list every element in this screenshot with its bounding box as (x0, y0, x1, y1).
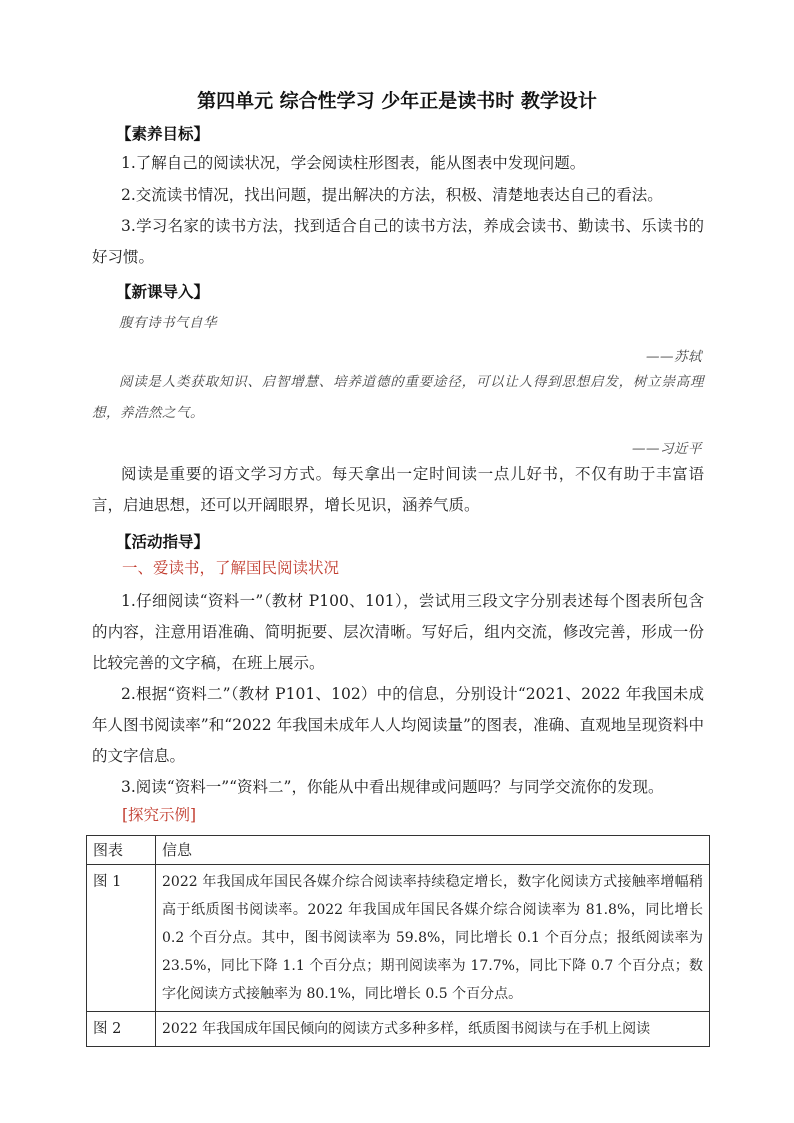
table-row (87, 1012, 710, 1047)
goal-item-1: 1.了解自己的阅读状况，学会阅读柱形图表，能从图表中发现问题。 (121, 154, 586, 172)
page-title: 第四单元 综合性学习 少年正是读书时 教学设计 (197, 90, 597, 112)
example-label: [探究示例] (122, 806, 197, 824)
activity-item-2: 2.根据“资料二”（教材 P101、102）中的信息，分别设计“2021、2022 年我国未成年人图书阅读率”和“2022 年我国未成年人人均阅读量”的图表，准确、直观地呈现资料中的文字信息。 (92, 685, 704, 765)
table-cell-text: 2022 年我国成年国民各媒介综合阅读率持续稳定增长，数字化阅读方式接触率增幅稍高于纸质图书阅读率。2022 年我国成年国民各媒介综合阅读率为 81.8%，同比增长 0.2 个百分点。其中，图书阅读率为 59.8%，同比增长 0.1 个百分点；报纸阅读率为 23.5%，同比下降 1.1 个百分点；期刊阅读率为 17.7%，同比下降 0.7 个百分点；数字化阅读方式接触率为 80.1%，同比增长 0.5 个百分点。 (156, 865, 710, 1012)
intro-heading: 【新课导入】 (116, 283, 210, 301)
table-cell-text: 2022 年我国成年国民倾向的阅读方式多种多样，纸质图书阅读与在手机上阅读 (156, 1012, 710, 1047)
table-header-row (87, 836, 710, 865)
activity-item-1: 1.仔细阅读“资料一”（教材 P100、101），尝试用三段文字分别表述每个图表所包含的内容，注意用语准确、简明扼要、层次清晰。写好后，组内交流，修改完善，形成一份比较完善的文字稿，在班上展示。 (92, 592, 704, 672)
goal-item-2: 2.交流读书情况，找出问题，提出解决的方法，积极、清楚地表达自己的看法。 (121, 186, 663, 204)
intro-text: 阅读是重要的语文学习方式。每天拿出一定时间读一点儿好书，不仅有助于丰富语言，启迪思想，还可以开阔眼界，增长见识，涵养气质。 (92, 465, 704, 514)
table-header-chart: 图表 (87, 836, 156, 865)
intro-quote-2: 阅读是人类获取知识、启智增慧、培养道德的重要途径，可以让人得到思想启发，树立崇高理想，养浩然之气。 (92, 374, 704, 421)
intro-quote-1: 腹有诗书气自华 (119, 315, 217, 331)
table-row (87, 865, 710, 1012)
table-header-info: 信息 (156, 836, 710, 865)
activity-item-3: 3.阅读“资料一”“资料二”，你能从中看出规律或问题吗？与同学交流你的发现。 (121, 778, 664, 796)
info-table (86, 835, 710, 1047)
table-cell-label: 图 2 (87, 1012, 156, 1047)
activity-heading: 【活动指导】 (116, 533, 210, 551)
activity-subheading: 一、爱读书，了解国民阅读状况 (122, 559, 340, 577)
goal-item-3: 3.学习名家的读书方法，找到适合自己的读书方法，养成会读书、勤读书、乐读书的好习惯。 (92, 217, 704, 266)
intro-author-2: ——习近平 (632, 441, 702, 457)
intro-author-1: ——苏轼 (646, 349, 702, 365)
table-cell-label: 图 1 (87, 865, 156, 1012)
goals-heading: 【素养目标】 (116, 125, 210, 143)
